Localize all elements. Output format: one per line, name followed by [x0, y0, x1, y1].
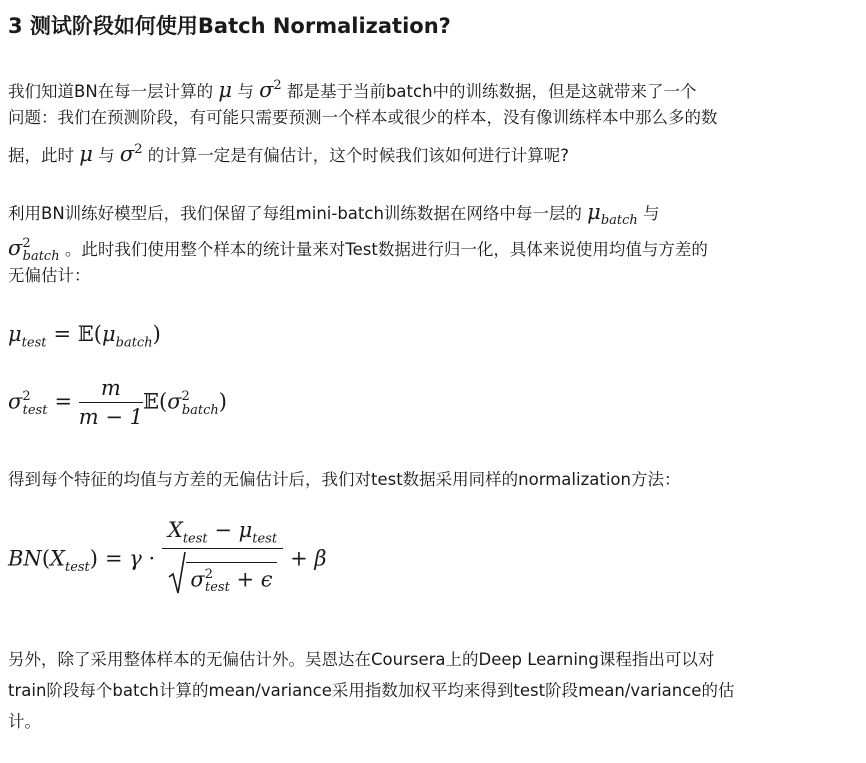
formula-mu-test: $\mu_{test}$ = $𝔼(\mu_{batch})$: [8, 322, 161, 351]
para1-text: 与: [237, 82, 254, 101]
para1-text: 与: [98, 146, 115, 165]
para2-text: 与: [643, 204, 660, 223]
section-heading: 3 测试阶段如何使用Batch Normalization?: [8, 14, 451, 38]
mu-batch: $\mu_{batch}$: [587, 200, 638, 229]
para1-line2: 问题：我们在预测阶段，有可能只需要预测一个样本或很少的样本，没有像训练样本中那么多的数: [8, 108, 718, 127]
para1-text: 我们知道BN在每一层计算的: [8, 82, 214, 101]
para2-line3: 无偏估计：: [8, 266, 91, 285]
formula-sigma-test: $\sigma^2_{test}$ = $\frac{m}{m - 1}$ $𝔼(\sigma^2_{batch})$: [8, 376, 227, 429]
para2-line1: [8, 202, 660, 231]
sigma-squared-batch: $\sigma^2_{batch}$: [8, 236, 60, 265]
para3-line: 得到每个特征的均值与方差的无偏估计后，我们对test数据采用同样的normalization方法：: [8, 470, 681, 489]
para2-text: 利用BN训练好模型后，我们保留了每组mini-batch训练数据在网络中每一层的: [8, 204, 582, 223]
para1-line1: [8, 76, 697, 102]
mu-symbol: μ: [218, 78, 233, 102]
para1-text: 都是基于当前batch中的训练数据，但是这就带来了一个: [286, 82, 697, 101]
formula-bn-test: $BN(X_{test}) = \gamma$ · $\frac{X_{test} - \mu_{test}}{\sigma^2_{test} + \epsilon}$ + β: [8, 518, 327, 601]
para4-line3: 计。: [8, 712, 41, 731]
mu-symbol: μ: [79, 142, 93, 166]
para4-line1: 另外，除了采用整体样本的无偏估计外。吴恩达在Coursera上的Deep Learning课程指出可以对: [8, 650, 715, 669]
sigma-squared: $\sigma^2$: [259, 78, 282, 102]
para2-line2: [8, 234, 708, 267]
fraction-normalize: $\frac{X_{test} - \mu_{test}}{\sigma^2_{test} + \epsilon}$: [162, 518, 283, 601]
sqrt-symbol: $\sigma^2_{test} + \epsilon$: [168, 551, 276, 595]
para1-line3: [8, 140, 569, 166]
sigma-squared: $\sigma^2$: [119, 142, 143, 166]
para1-text: 据，此时: [8, 146, 74, 165]
fraction-m-over-m-minus-1: $\frac{m}{m - 1}$: [78, 376, 143, 429]
para4-line2: train阶段每个batch计算的mean/variance采用指数加权平均来得到test阶段mean/variance的估: [8, 681, 735, 700]
para2-text: 。此时我们使用整个样本的统计量来对Test数据进行归一化，具体来说使用均值与方差的: [64, 240, 708, 259]
para1-text: 的计算一定是有偏估计，这个时候我们该如何进行计算呢?: [147, 146, 570, 165]
